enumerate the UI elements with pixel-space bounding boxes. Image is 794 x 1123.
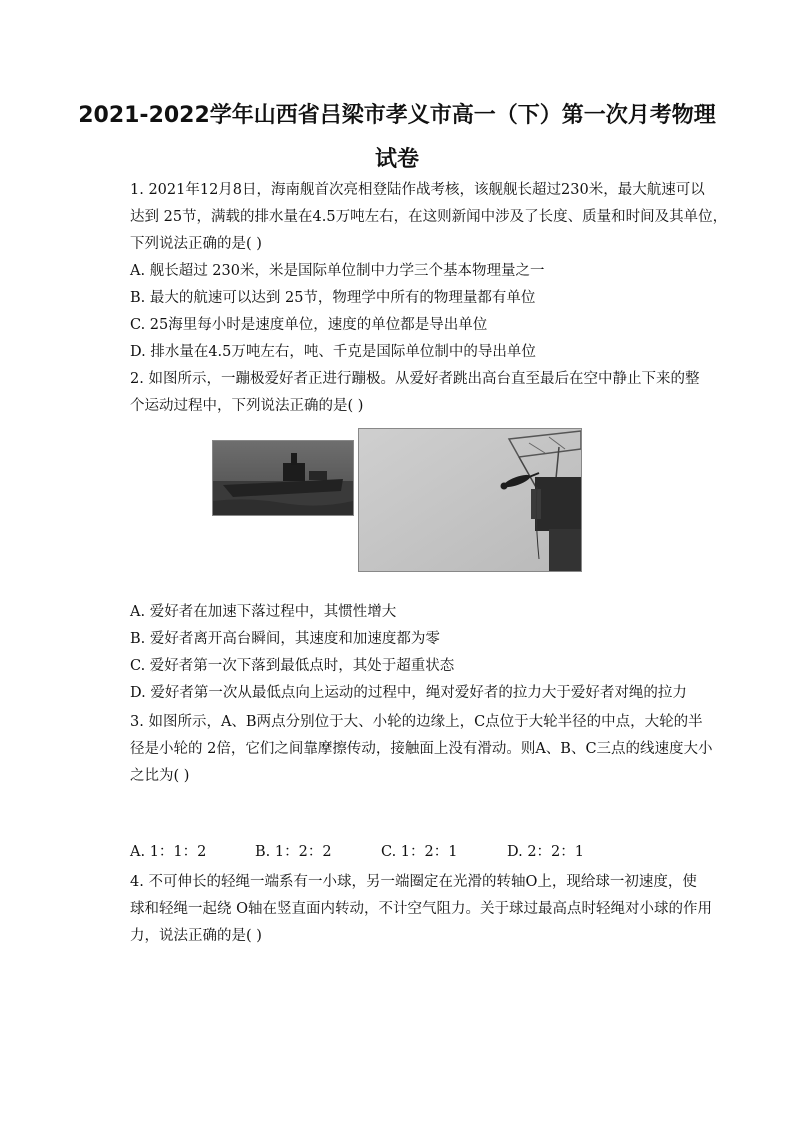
q2-option-c: C. 爱好者第一次下落到最低点时，其处于超重状态 [130,658,455,674]
q2-option-d: D. 爱好者第一次从最低点向上运动的过程中，绳对爱好者的拉力大于爱好者对绳的拉力 [130,685,687,701]
q2-option-a: A. 爱好者在加速下落过程中，其惯性增大 [130,604,397,620]
q1-option-d: D. 排水量在4.5万吨左右，吨、千克是国际单位制中的导出单位 [130,344,536,360]
bungee-photo [358,428,582,572]
q3-option-c: C. 1：2：1 [381,844,458,860]
bungee-photo-drawing [359,429,581,571]
q4-stem-line-2: 球和轻绳一起绕 O轴在竖直面内转动，不计空气阻力。关于球过最高点时轻绳对小球的作用 [130,901,712,917]
q2-stem-line-2: 个运动过程中，下列说法正确的是( ) [130,398,364,414]
q1-option-c: C. 25海里每小时是速度单位，速度的单位都是导出单位 [130,317,488,333]
q3-stem-line-2: 径是小轮的 2倍，它们之间靠摩擦传动，接触面上没有滑动。则A、B、C三点的线速度大小 [130,741,713,757]
q3-option-b: B. 1：2：2 [255,844,332,860]
q2-option-b: B. 爱好者离开高台瞬间，其速度和加速度都为零 [130,631,440,647]
q4-stem-line-3: 力，说法正确的是( ) [130,928,262,944]
q3-stem-line-1: 3. 如图所示，A、B两点分别位于大、小轮的边缘上，C点位于大轮半径的中点，大轮的半 [130,714,703,730]
q1-stem-line-3: 下列说法正确的是( ) [130,236,262,252]
q1-option-a: A. 舰长超过 230米，米是国际单位制中力学三个基本物理量之一 [130,263,545,279]
q1-option-b: B. 最大的航速可以达到 25节，物理学中所有的物理量都有单位 [130,290,536,306]
warship-photo [212,440,354,516]
paper-title-line-1: 2021-2022学年山西省吕梁市孝义市高一（下）第一次月考物理 [78,103,716,128]
paper-title-line-2: 试卷 [374,147,419,172]
q2-stem-line-1: 2. 如图所示，一蹦极爱好者正进行蹦极。从爱好者跳出高台直至最后在空中静止下来的整 [130,371,700,387]
q3-option-a: A. 1：1：2 [130,844,207,860]
q1-stem-line-2: 达到 25节，满载的排水量在4.5万吨左右，在这则新闻中涉及了长度、质量和时间及其单位， [130,209,728,225]
q4-stem-line-1: 4. 不可伸长的轻绳一端系有一小球，另一端圈定在光滑的转轴O上，现给球一初速度，使 [130,874,697,890]
q1-stem-line-1: 1. 2021年12月8日，海南舰首次亮相登陆作战考核，该舰舰长超过230米，最大航速可以 [130,182,705,198]
q3-option-d: D. 2：2：1 [507,844,585,860]
q3-stem-line-3: 之比为( ) [130,768,190,784]
warship-photo-drawing [213,441,353,515]
